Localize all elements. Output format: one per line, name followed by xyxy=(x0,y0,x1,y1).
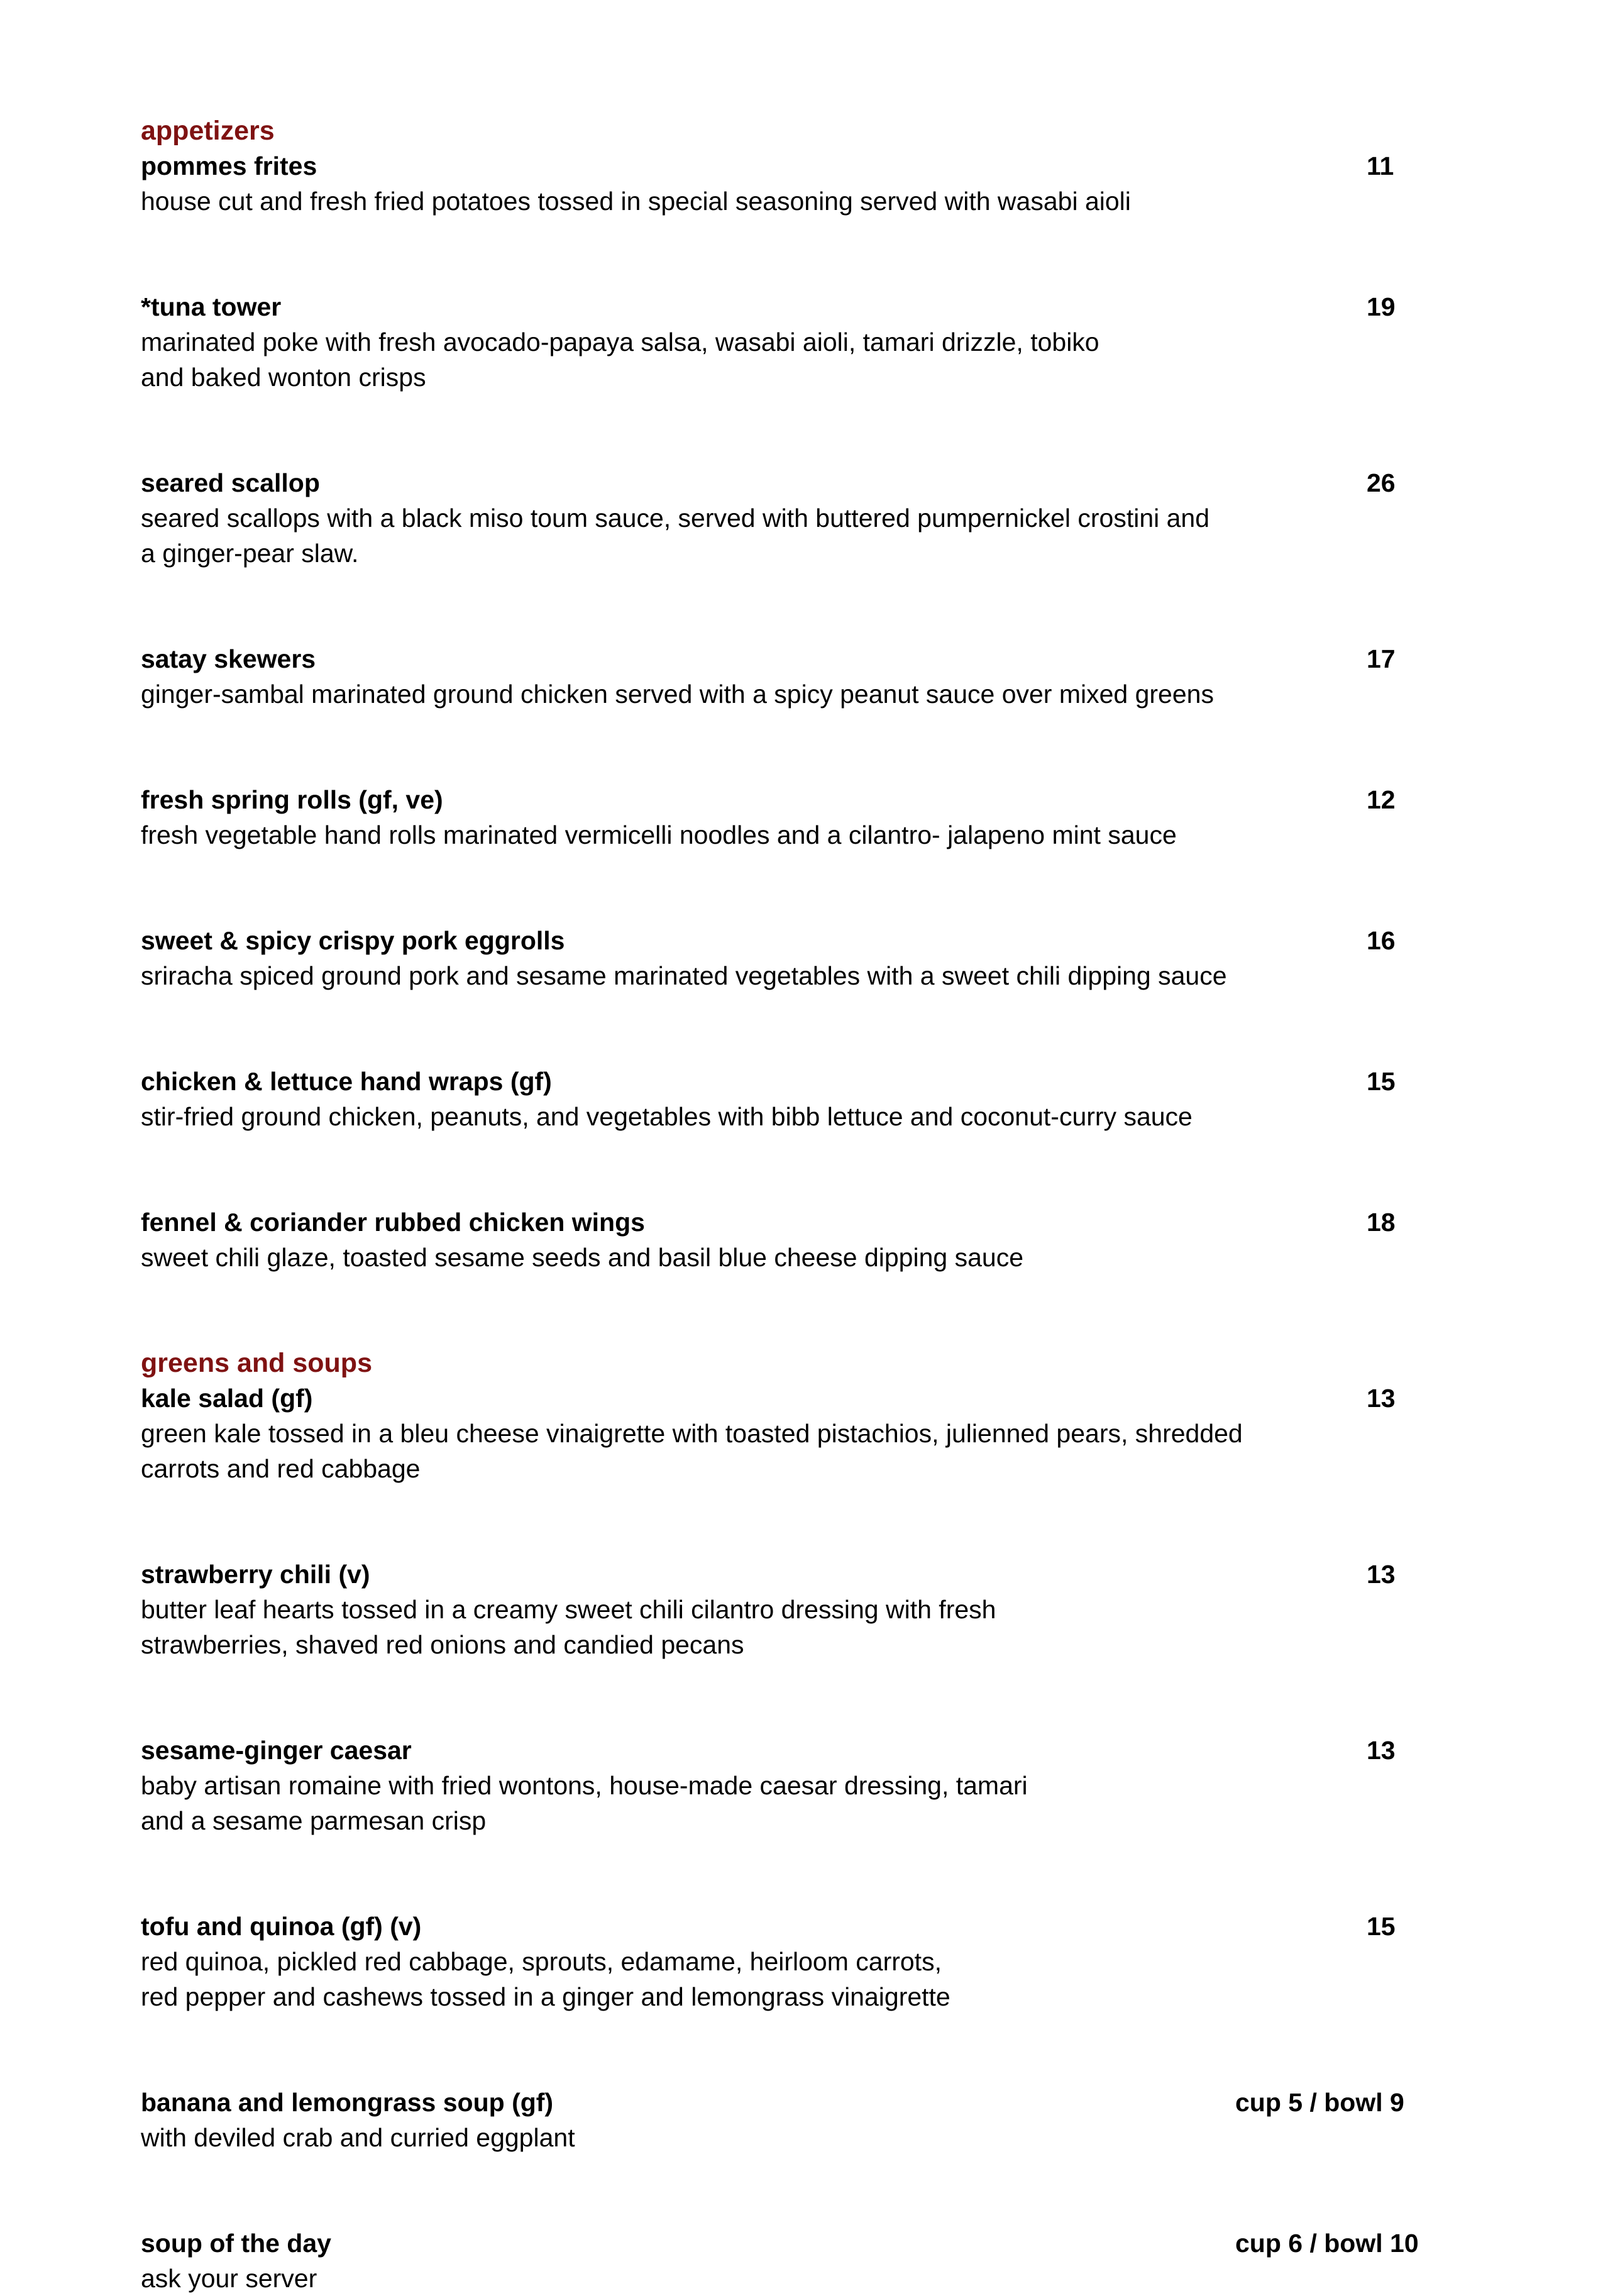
item-description: carrots and red cabbage xyxy=(141,1454,421,1483)
item-name: satay skewers xyxy=(141,644,316,673)
item-description: ginger-sambal marinated ground chicken served with a spicy peanut sauce over mixed greens xyxy=(141,680,1214,709)
item-price: 16 xyxy=(1367,926,1396,955)
menu-item xyxy=(141,923,1480,993)
item-description: seared scallops with a black miso toum sauce, served with buttered pumpernickel crostini and xyxy=(141,504,1210,533)
item-price: 19 xyxy=(1367,292,1396,321)
item-description: sriracha spiced ground pork and sesame marinated vegetables with a sweet chili dipping sauce xyxy=(141,961,1227,990)
item-price: 13 xyxy=(1367,1384,1396,1413)
menu-item xyxy=(141,782,1480,853)
menu-page xyxy=(141,113,1480,2296)
menu-item xyxy=(141,1381,1480,1486)
item-name: kale salad (gf) xyxy=(141,1384,313,1413)
item-name: fresh spring rolls (gf, ve) xyxy=(141,785,443,814)
item-description: red pepper and cashews tossed in a ginger and lemongrass vinaigrette xyxy=(141,1982,950,2011)
item-price: 15 xyxy=(1367,1912,1396,1941)
item-name: pommes frites xyxy=(141,152,317,180)
item-name: tofu and quinoa (gf) (v) xyxy=(141,1912,422,1941)
menu-item xyxy=(141,2085,1480,2155)
item-description: red quinoa, pickled red cabbage, sprouts, edamame, heirloom carrots, xyxy=(141,1947,942,1976)
item-price: 11 xyxy=(1367,152,1394,180)
item-description: butter leaf hearts tossed in a creamy sweet chili cilantro dressing with fresh xyxy=(141,1595,996,1624)
item-description: baby artisan romaine with fried wontons, house-made caesar dressing, tamari xyxy=(141,1771,1028,1800)
menu-item xyxy=(141,1733,1480,1838)
item-name: soup of the day xyxy=(141,2229,331,2258)
item-description: house cut and fresh fried potatoes tossed in special seasoning served with wasabi aioli xyxy=(141,187,1131,216)
menu-item xyxy=(141,465,1480,571)
item-description: strawberries, shaved red onions and candied pecans xyxy=(141,1630,744,1659)
menu-item xyxy=(141,1909,1480,2014)
item-price: 18 xyxy=(1367,1208,1396,1237)
item-name: sweet & spicy crispy pork eggrolls xyxy=(141,926,565,955)
item-description: stir-fried ground chicken, peanuts, and vegetables with bibb lettuce and coconut-curry sauce xyxy=(141,1102,1193,1131)
menu-item xyxy=(141,1205,1480,1275)
item-price: cup 6 / bowl 10 xyxy=(1235,2229,1419,2258)
item-price: 26 xyxy=(1367,468,1396,497)
section-appetizers xyxy=(141,113,1480,1275)
item-price: 13 xyxy=(1367,1560,1396,1589)
item-name: banana and lemongrass soup (gf) xyxy=(141,2088,554,2117)
menu-item xyxy=(141,289,1480,395)
item-price: 15 xyxy=(1367,1067,1396,1096)
menu-item xyxy=(141,641,1480,712)
item-price: 12 xyxy=(1367,785,1396,814)
section-title: appetizers xyxy=(141,116,275,146)
item-name: chicken & lettuce hand wraps (gf) xyxy=(141,1067,552,1096)
item-description: green kale tossed in a bleu cheese vinaigrette with toasted pistachios, julienned pears, shredded xyxy=(141,1419,1243,1448)
item-name: *tuna tower xyxy=(141,292,282,321)
item-description: sweet chili glaze, toasted sesame seeds and basil blue cheese dipping sauce xyxy=(141,1243,1023,1272)
menu-item xyxy=(141,1557,1480,1662)
item-description: fresh vegetable hand rolls marinated vermicelli noodles and a cilantro- jalapeno mint sauce xyxy=(141,820,1177,849)
menu-item xyxy=(141,2226,1480,2296)
item-price: 17 xyxy=(1367,644,1396,673)
item-name: seared scallop xyxy=(141,468,320,497)
item-price: cup 5 / bowl 9 xyxy=(1235,2088,1404,2117)
item-name: sesame-ginger caesar xyxy=(141,1736,412,1765)
item-name: fennel & coriander rubbed chicken wings xyxy=(141,1208,645,1237)
item-description: with deviled crab and curried eggplant xyxy=(141,2123,575,2152)
menu-item xyxy=(141,1064,1480,1134)
section-greens-and-soups xyxy=(141,1345,1480,2296)
item-description: and a sesame parmesan crisp xyxy=(141,1806,487,1835)
item-price: 13 xyxy=(1367,1736,1396,1765)
item-name: strawberry chili (v) xyxy=(141,1560,370,1589)
section-title: greens and soups xyxy=(141,1348,372,1378)
item-description: marinated poke with fresh avocado-papaya salsa, wasabi aioli, tamari drizzle, tobiko xyxy=(141,328,1099,356)
menu-item xyxy=(141,148,1480,219)
item-description: ask your server xyxy=(141,2264,317,2293)
item-description: a ginger-pear slaw. xyxy=(141,539,359,568)
item-description: and baked wonton crisps xyxy=(141,363,426,392)
